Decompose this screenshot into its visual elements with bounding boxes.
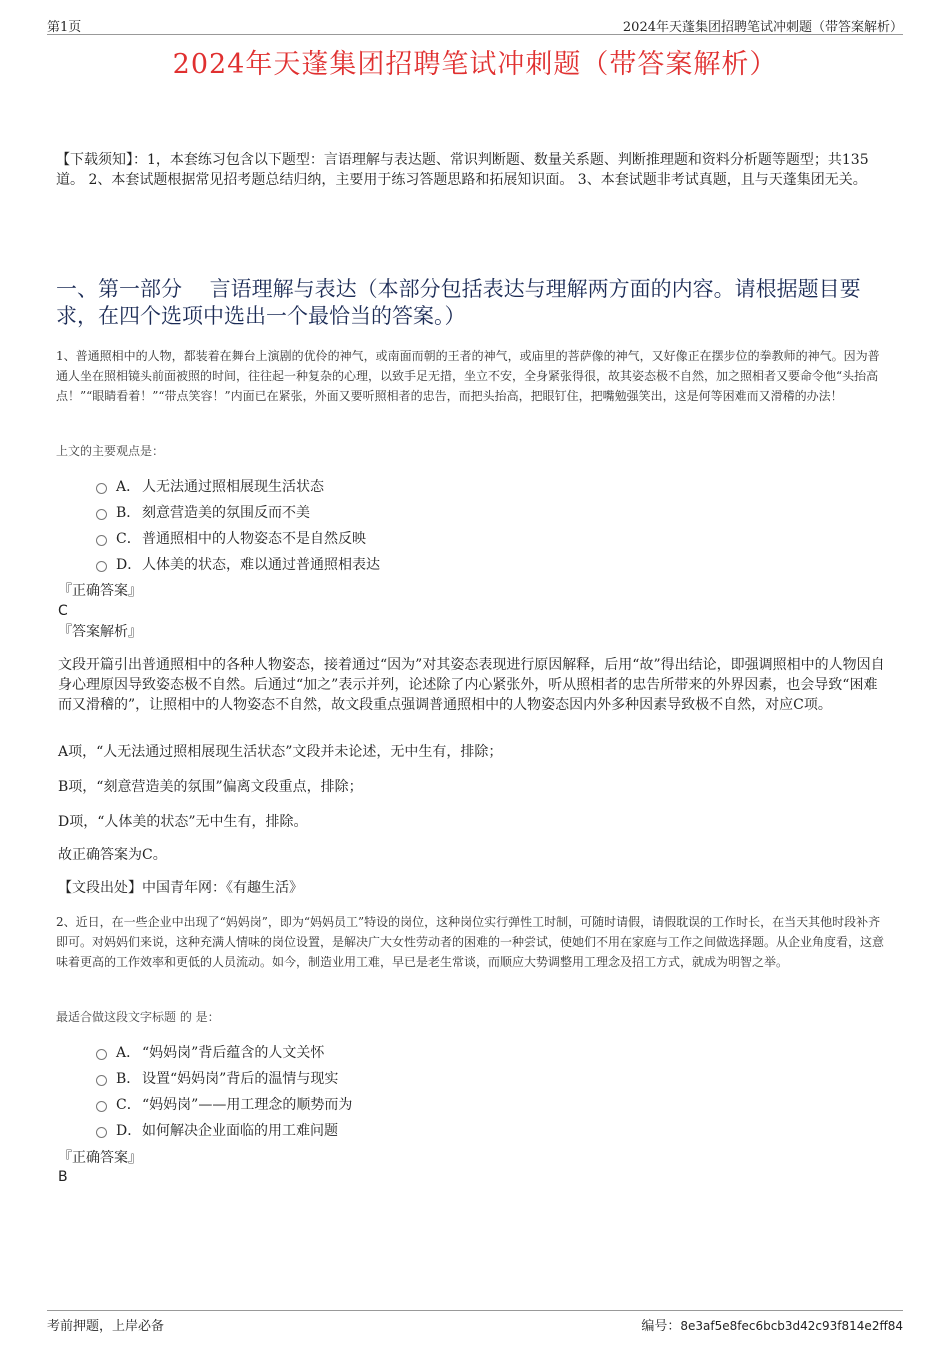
radio-button-icon[interactable]: [96, 1049, 107, 1060]
option-text: 人无法通过照相展现生活状态: [142, 479, 324, 495]
question-1-answer: C: [58, 603, 68, 619]
question-2-option-d[interactable]: D． 如何解决企业面临的用工难问题: [96, 1117, 352, 1143]
question-2-text: 2、近日，在一些企业中出现了“妈妈岗”，即为“妈妈员工”特设的岗位，这种岗位实行弹性工时制，可随时请假，请假耽误的工作时长，在当天其他时段补齐即可。对妈妈们来说，这种充满人情味的岗位设置，是解决广大女性劳动者的困难的一种尝试，使她们不用在家庭与工作之间做选择题。从企业角度看，这意味着更高的工作效率和更低的人员流动。如今，制造业用工难，早已是老生常谈，而顺应大势调整用工理念及招工方式，就成为明智之举。: [56, 915, 885, 969]
footer-code-value: 8e3af5e8fec6bcb3d42c93f814e2ff84: [680, 1319, 903, 1333]
footer-code: [641, 1315, 903, 1334]
footer-code-label: 编号：: [641, 1319, 681, 1334]
download-notice: 【下载须知】：1，本套练习包含以下题型：言语理解与表达题、常识判断题、数量关系题、判断推理题和资料分析题等题型；共135道。 2、本套试题根据常见招考题总结归纳，主要用于练习答题思路和拓展知识面。 3、本套试题非考试真题，且与天蓬集团无关。: [56, 152, 869, 188]
option-text: 人体美的状态，难以通过普通照相表达: [142, 557, 380, 573]
question-1-option-a[interactable]: A． 人无法通过照相展现生活状态: [96, 473, 380, 499]
question-1-analysis: 文段开篇引出普通照相中的各种人物姿态，接着通过“因为”对其姿态表现进行原因解释，后用“故”得出结论，即强调照相中的人物因自身心理原因导致姿态极不自然。后通过“加之”表示并列，论述除了内心紧张外，听从照相者的忠告所带来的外界因素，也会导致“困难而又滑稽的”，让照相中的人物姿态不自然，故文段重点强调普通照相中的人物姿态因内外多种因素导致极不自然，对应C项。: [58, 657, 885, 713]
header-doc-title: 2024年天蓬集团招聘笔试冲刺题（带答案解析）: [622, 20, 903, 35]
document-title: 2024年天蓬集团招聘笔试冲刺题（带答案解析）: [172, 49, 778, 80]
question-1-option-a-note: A项，“人无法通过照相展现生活状态”文段并未论述，无中生有，排除；: [58, 744, 503, 760]
question-2-option-c[interactable]: C． “妈妈岗”——用工理念的顺势而为: [96, 1091, 352, 1117]
question-1-option-c[interactable]: C． 普通照相中的人物姿态不是自然反映: [96, 525, 380, 551]
section-heading: 一、第一部分 言语理解与表达（本部分包括表达与理解两方面的内容。请根据题目要求，在四个选项中选出一个最恰当的答案。）: [56, 277, 861, 328]
question-1-text: 1、普通照相中的人物，都装着在舞台上演剧的优伶的神气，或南面而朝的王者的神气，或庙里的菩萨像的神气，又好像正在摆步位的拳教师的神气。因为普通人坐在照相镜头前面被照的时间，往往起一种复杂的心理，以致手足无措，坐立不安，全身紧张得很，故其姿态极不自然，加之照相者又要命令他“头抬高点！”“眼睛看着！”“带点笑容！”内面已在紧张，外面又要听照相者的忠告，而把头抬高，把眼钉住，把嘴勉强笑出，这是何等困难而又滑稽的办法！: [56, 349, 880, 403]
question-2-answer: B: [58, 1169, 68, 1185]
option-text: 如何解决企业面临的用工难问题: [142, 1123, 338, 1139]
question-1-options: [96, 473, 380, 577]
radio-button-icon[interactable]: [96, 1075, 107, 1086]
footer-slogan: 考前押题，上岸必备: [47, 1319, 165, 1334]
question-1-source: 【文段出处】中国青年网：《有趣生活》: [58, 880, 303, 896]
option-text: 设置“妈妈岗”背后的温情与现实: [142, 1071, 339, 1087]
question-1-option-b-note: B项，“刻意营造美的氛围”偏离文段重点，排除；: [58, 779, 363, 795]
question-1-conclusion: 故正确答案为C。: [58, 847, 167, 863]
question-2-answer-label: 『正确答案』: [58, 1150, 142, 1166]
page-number: 第1页: [47, 20, 82, 35]
radio-button-icon[interactable]: [96, 483, 107, 494]
radio-button-icon[interactable]: [96, 561, 107, 572]
question-2-prompt: 最适合做这段文字标题 的 是：: [56, 1010, 220, 1024]
question-1-answer-label: 『正确答案』: [58, 583, 142, 599]
radio-button-icon[interactable]: [96, 535, 107, 546]
option-text: 刻意营造美的氛围反而不美: [142, 505, 310, 521]
question-1-analysis-label: 『答案解析』: [58, 624, 142, 640]
question-1-option-d[interactable]: D． 人体美的状态，难以通过普通照相表达: [96, 551, 380, 577]
page-header: [47, 14, 903, 35]
radio-button-icon[interactable]: [96, 509, 107, 520]
option-text: “妈妈岗”——用工理念的顺势而为: [142, 1097, 353, 1113]
radio-button-icon[interactable]: [96, 1101, 107, 1112]
option-text: 普通照相中的人物姿态不是自然反映: [142, 531, 366, 547]
question-2-option-b[interactable]: B． 设置“妈妈岗”背后的温情与现实: [96, 1065, 352, 1091]
radio-button-icon[interactable]: [96, 1127, 107, 1138]
option-text: “妈妈岗”背后蕴含的人文关怀: [142, 1045, 325, 1061]
question-1-prompt: 上文的主要观点是：: [56, 444, 165, 458]
question-1-option-d-note: D项，“人体美的状态”无中生有，排除。: [58, 814, 308, 830]
page-footer: [47, 1310, 903, 1334]
question-1-option-b[interactable]: B． 刻意营造美的氛围反而不美: [96, 499, 380, 525]
question-2-option-a[interactable]: A． “妈妈岗”背后蕴含的人文关怀: [96, 1039, 352, 1065]
question-2-options: [96, 1039, 352, 1143]
